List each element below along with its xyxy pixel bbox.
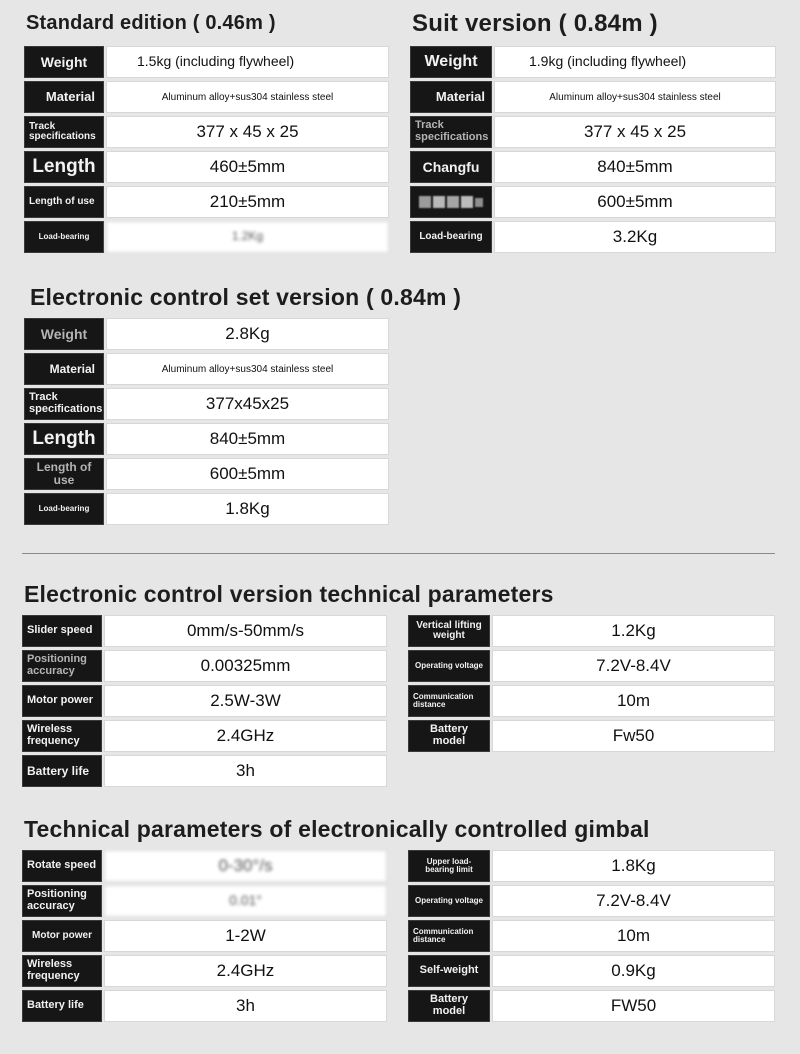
spec-value: Aluminum alloy+sus304 stainless steel	[106, 353, 389, 385]
spec-label: Battery model	[408, 990, 490, 1022]
spec-label: Rotate speed	[22, 850, 102, 882]
spec-label: Operating voltage	[408, 885, 490, 917]
spec-value: 600±5mm	[494, 186, 776, 218]
spec-value: 0.9Kg	[492, 955, 775, 987]
spec-value: 1.8Kg	[106, 493, 389, 525]
spec-label: Load-bearing	[24, 221, 104, 253]
spec-label: Load-bearing	[410, 221, 492, 253]
spec-value: 0.01°	[104, 885, 387, 917]
spec-value: 840±5mm	[494, 151, 776, 183]
table-row	[24, 353, 389, 385]
spec-label: Length of use	[24, 458, 104, 490]
spec-value: 3.2Kg	[494, 221, 776, 253]
table-row	[408, 955, 775, 987]
table-row	[408, 990, 775, 1022]
spec-label: Load-bearing	[24, 493, 104, 525]
table-row	[408, 850, 775, 882]
spec-label: Communication distance	[408, 685, 490, 717]
gimbal-params-left-table	[22, 850, 387, 1025]
spec-label: Positioning accuracy	[22, 650, 102, 682]
ec-params-left-table	[22, 615, 387, 790]
table-row	[22, 720, 387, 752]
spec-label: Weight	[24, 46, 104, 78]
spec-value: 2.4GHz	[104, 720, 387, 752]
spec-value: 600±5mm	[106, 458, 389, 490]
suit-version-table	[410, 46, 776, 256]
table-row	[24, 458, 389, 490]
spec-label: Track specifications	[24, 388, 104, 420]
table-row	[24, 388, 389, 420]
table-row	[22, 850, 387, 882]
spec-value: 460±5mm	[106, 151, 389, 183]
spec-value: 7.2V-8.4V	[492, 885, 775, 917]
spec-value: 1-2W	[104, 920, 387, 952]
spec-label: Track specifications	[410, 116, 492, 148]
gimbal-params-title: Technical parameters of electronically controlled gimbal	[24, 816, 650, 842]
spec-value: 2.4GHz	[104, 955, 387, 987]
spec-label: Changfu	[410, 151, 492, 183]
table-row	[22, 650, 387, 682]
table-row	[24, 318, 389, 350]
spec-value: 0mm/s-50mm/s	[104, 615, 387, 647]
spec-label: Wireless frequency	[22, 955, 102, 987]
spec-value: 1.8Kg	[492, 850, 775, 882]
spec-label: Slider speed	[22, 615, 102, 647]
table-row	[410, 221, 776, 253]
spec-value: 0-30°/s	[104, 850, 387, 882]
spec-value: 1.2Kg	[106, 221, 389, 253]
table-row	[408, 720, 775, 752]
electronic-set-table	[24, 318, 389, 528]
standard-edition-table	[24, 46, 389, 256]
table-row	[22, 615, 387, 647]
spec-label: Material	[24, 81, 104, 113]
blurred-label-graphic	[417, 194, 485, 210]
spec-value: 10m	[492, 685, 775, 717]
suit-version-title: Suit version ( 0.84m )	[412, 10, 658, 37]
spec-label: Motor power	[22, 685, 102, 717]
spec-value: 377 x 45 x 25	[494, 116, 776, 148]
spec-label: Wireless frequency	[22, 720, 102, 752]
table-row	[24, 221, 389, 253]
spec-value: Aluminum alloy+sus304 stainless steel	[494, 81, 776, 113]
table-row	[24, 423, 389, 455]
table-row	[410, 186, 776, 218]
standard-edition-title: Standard edition ( 0.46m )	[26, 12, 276, 34]
table-row	[408, 650, 775, 682]
table-row	[408, 920, 775, 952]
table-row	[24, 186, 389, 218]
spec-label: Length of use	[24, 186, 104, 218]
table-row	[410, 81, 776, 113]
table-row	[408, 885, 775, 917]
spec-label: Vertical lifting weight	[408, 615, 490, 647]
spec-label: Operating voltage	[408, 650, 490, 682]
spec-label: Positioning accuracy	[22, 885, 102, 917]
spec-value: 10m	[492, 920, 775, 952]
gimbal-params-right-table	[408, 850, 775, 1025]
spec-label: Upper load-bearing limit	[408, 850, 490, 882]
table-row	[22, 755, 387, 787]
table-row	[24, 116, 389, 148]
spec-label: Motor power	[22, 920, 102, 952]
spec-value: 3h	[104, 755, 387, 787]
table-row	[22, 955, 387, 987]
table-row	[410, 116, 776, 148]
spec-value: 1.2Kg	[492, 615, 775, 647]
table-row	[22, 990, 387, 1022]
spec-label: Length	[24, 151, 104, 183]
spec-value: 1.5kg (including flywheel)	[106, 46, 389, 78]
table-row	[22, 885, 387, 917]
spec-label: Self-weight	[408, 955, 490, 987]
spec-value: Aluminum alloy+sus304 stainless steel	[106, 81, 389, 113]
spec-value: 840±5mm	[106, 423, 389, 455]
spec-label: Battery life	[22, 755, 102, 787]
electronic-set-title: Electronic control set version ( 0.84m )	[30, 284, 462, 310]
spec-value: 1.9kg (including flywheel)	[494, 46, 776, 78]
spec-label: Length	[24, 423, 104, 455]
spec-label: Track specifications	[24, 116, 104, 148]
spec-label: Communication distance	[408, 920, 490, 952]
spec-value: 0.00325mm	[104, 650, 387, 682]
table-row	[410, 46, 776, 78]
table-row	[408, 685, 775, 717]
table-row	[24, 81, 389, 113]
spec-label: Material	[24, 353, 104, 385]
spec-value: FW50	[492, 990, 775, 1022]
table-row	[24, 151, 389, 183]
table-row	[22, 920, 387, 952]
ec-params-title: Electronic control version technical parameters	[24, 581, 554, 607]
table-row	[24, 46, 389, 78]
spec-value: 2.5W-3W	[104, 685, 387, 717]
spec-value: 3h	[104, 990, 387, 1022]
spec-value: 377 x 45 x 25	[106, 116, 389, 148]
spec-label: Weight	[24, 318, 104, 350]
table-row	[24, 493, 389, 525]
spec-value: 210±5mm	[106, 186, 389, 218]
table-row	[22, 685, 387, 717]
ec-params-right-table	[408, 615, 775, 755]
section-divider	[22, 553, 775, 554]
spec-value: 2.8Kg	[106, 318, 389, 350]
table-row	[408, 615, 775, 647]
spec-label	[410, 186, 492, 218]
spec-value: 7.2V-8.4V	[492, 650, 775, 682]
spec-label: Battery life	[22, 990, 102, 1022]
spec-value: 377x45x25	[106, 388, 389, 420]
spec-label: Weight	[410, 46, 492, 78]
spec-value: Fw50	[492, 720, 775, 752]
table-row	[410, 151, 776, 183]
spec-label: Material	[410, 81, 492, 113]
spec-label: Battery model	[408, 720, 490, 752]
